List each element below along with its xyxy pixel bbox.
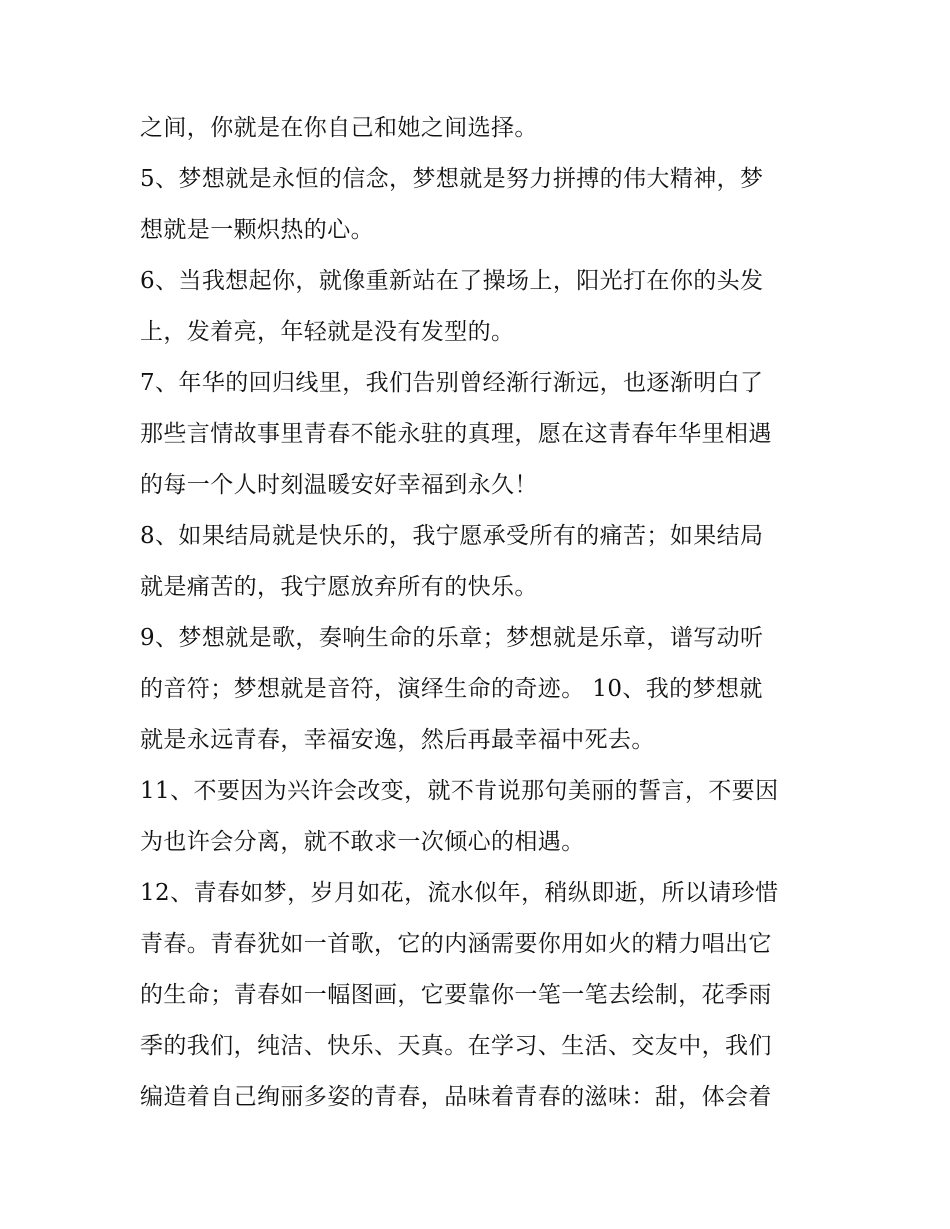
text-line: 青春。青春犹如一首歌，它的内涵需要你用如火的精力唱出它 bbox=[140, 931, 772, 957]
text-line: 8、如果结局就是快乐的，我宁愿承受所有的痛苦；如果结局 bbox=[140, 523, 764, 549]
text-line: 的生命；青春如一幅图画，它要靠你一笔一笔去绘制，花季雨 bbox=[140, 982, 772, 1008]
text-line: 9、梦想就是歌，奏响生命的乐章；梦想就是乐章，谱写动听 bbox=[140, 625, 764, 651]
text-line: 想就是一颗炽热的心。 bbox=[140, 217, 374, 243]
text-line: 5、梦想就是永恒的信念，梦想就是努力拼搏的伟大精神，梦 bbox=[140, 166, 764, 192]
text-line: 就是永远青春，幸福安逸，然后再最幸福中死去。 bbox=[140, 727, 655, 753]
text-line: 7、年华的回归线里，我们告别曾经渐行渐远，也逐渐明白了 bbox=[140, 370, 764, 396]
text-line: 为也许会分离，就不敢求一次倾心的相遇。 bbox=[140, 829, 585, 855]
text-line: 6、当我想起你，就像重新站在了操场上，阳光打在你的头发 bbox=[140, 268, 764, 294]
document-body bbox=[140, 103, 820, 1123]
text-line: 之间，你就是在你自己和她之间选择。 bbox=[140, 115, 538, 141]
text-line: 的音符；梦想就是音符，演绎生命的奇迹。 10、我的梦想就 bbox=[140, 676, 763, 702]
text-line: 上，发着亮，年轻就是没有发型的。 bbox=[140, 319, 515, 345]
text-line: 就是痛苦的，我宁愿放弃所有的快乐。 bbox=[140, 574, 538, 600]
text-line: 11、不要因为兴许会改变，就不肯说那句美丽的誓言，不要因 bbox=[140, 778, 779, 804]
text-line: 的每一个人时刻温暖安好幸福到永久！ bbox=[140, 472, 538, 498]
text-line: 编造着自己绚丽多姿的青春，品味着青春的滋味：甜，体会着 bbox=[140, 1084, 772, 1110]
text-line: 季的我们，纯洁、快乐、天真。在学习、生活、交友中，我们 bbox=[140, 1033, 772, 1059]
text-line: 那些言情故事里青春不能永驻的真理，愿在这青春年华里相遇 bbox=[140, 421, 772, 447]
text-line: 12、青春如梦，岁月如花，流水似年，稍纵即逝，所以请珍惜 bbox=[140, 880, 779, 906]
